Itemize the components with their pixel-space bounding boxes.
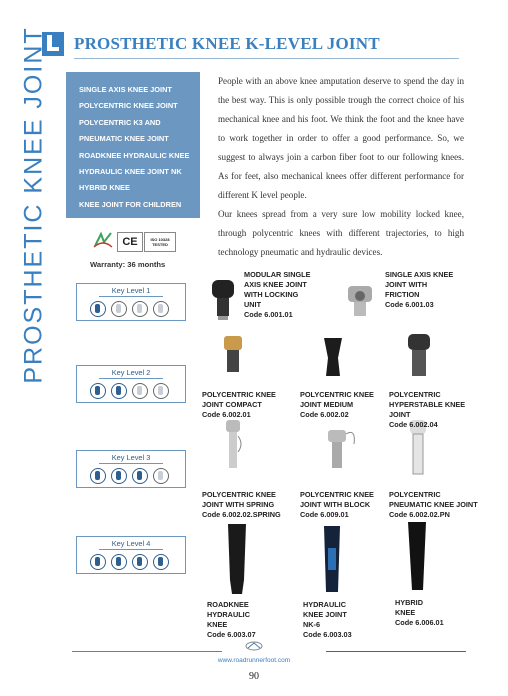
page-title: PROSTHETIC KNEE K-LEVEL JOINT [74, 34, 380, 53]
walker-icon [132, 383, 148, 399]
walker-icon [90, 468, 106, 484]
menu-item: POLYCENTRIC KNEE JOINT [79, 101, 178, 111]
menu-item: HYDRAULIC KNEE JOINT NK [79, 166, 182, 176]
activity-icons [90, 301, 174, 322]
walker-icon [111, 383, 127, 399]
knee-joint-image [218, 416, 248, 474]
key-level-label: Key Level 3 [111, 453, 151, 462]
intro-paragraph: Our knees spread from a very sure low mobility locked knee, through polycentric knees with different trajectories, to high technology pneumatic and hydraulic devices. [218, 209, 464, 257]
intro-paragraph: People with an above knee amputation deserve to spend the day in the best way. This is only possible trough the correct choice of his mechanical knee and his foot. We think the foot and the knee have to work together in order to offer a good performance. So, we suggest to always join a carbon fiber foot to our following knees. As for feet, also mechanical knees offer different performance for different K level people. [218, 76, 464, 200]
knee-joint-image [402, 518, 432, 598]
walker-icon [111, 554, 127, 570]
quality-mark-icon [92, 230, 114, 250]
iso-badge: ISO 10328 TESTED [144, 232, 176, 252]
knee-joint-image [206, 276, 242, 320]
key-level-label: Key Level 4 [111, 539, 151, 548]
activity-icons [90, 554, 174, 575]
product-item: SINGLE AXIS KNEE JOINT WITH FRICTION Code 6.001.03 [385, 270, 454, 309]
vertical-section-label: PROSTHETIC KNEE JOINT [19, 26, 48, 384]
knee-joint-image [402, 330, 436, 380]
intro-text [218, 72, 464, 262]
key-level-3 [76, 450, 186, 488]
product-item: POLYCENTRIC HYPERSTABLE KNEE JOINT Code 6.002.04 [389, 390, 466, 429]
website-link[interactable]: www.roadrunnerfoot.com [217, 657, 291, 664]
menu-item: POLYCENTRIC K3 AND [79, 117, 161, 127]
product-item: HYDRAULIC KNEE JOINT NK-6 Code 6.003.03 [303, 600, 352, 639]
product-item: ROADKNEE HYDRAULIC KNEE Code 6.003.07 [207, 600, 256, 639]
walker-icon [153, 383, 169, 399]
knee-joint-image [218, 332, 248, 376]
knee-joint-image [318, 334, 348, 380]
ce-mark: CE [117, 232, 143, 252]
walker-icon [90, 383, 106, 399]
menu-item: ROADKNEE HYDRAULIC KNEE [79, 150, 190, 160]
walker-icon [90, 301, 106, 317]
walker-icon [132, 301, 148, 317]
menu-item: SINGLE AXIS KNEE JOINT [79, 85, 172, 94]
knee-type-menu [66, 72, 200, 218]
product-item: POLYCENTRIC PNEUMATIC KNEE JOINT Code 6.002.02.PN [389, 490, 478, 519]
footer-divider-right [326, 651, 466, 652]
menu-item: PNEUMATIC KNEE JOINT [79, 134, 169, 144]
walker-icon [111, 301, 127, 317]
product-item: POLYCENTRIC KNEE JOINT WITH BLOCK Code 6.009.01 [300, 490, 374, 519]
walker-icon [153, 554, 169, 570]
product-item: HYBRID KNEE Code 6.006.01 [395, 598, 444, 627]
warranty-text: Warranty: 36 months [90, 260, 166, 269]
page-number: 90 [249, 671, 259, 682]
walker-icon [90, 554, 106, 570]
walker-icon [153, 468, 169, 484]
walker-icon [111, 468, 127, 484]
activity-icons [90, 383, 174, 404]
product-item: POLYCENTRIC KNEE JOINT WITH SPRING Code 6.002.02.SPRING [202, 490, 281, 519]
knee-joint-image [340, 280, 380, 320]
walker-icon [153, 301, 169, 317]
key-level-label: Key Level 2 [111, 368, 151, 377]
key-level-1 [76, 283, 186, 321]
key-level-2 [76, 365, 186, 403]
product-item: POLYCENTRIC KNEE JOINT COMPACT Code 6.002.01 [202, 390, 276, 419]
walker-icon [132, 554, 148, 570]
product-item: POLYCENTRIC KNEE JOINT MEDIUM Code 6.002.02 [300, 390, 374, 419]
menu-item: HYBRID KNEE [79, 183, 130, 193]
key-level-4 [76, 536, 186, 574]
footer-logo-icon [244, 640, 264, 652]
walker-icon [132, 468, 148, 484]
knee-joint-image [318, 522, 346, 598]
activity-icons [90, 468, 174, 489]
menu-item: KNEE JOINT FOR CHILDREN [79, 199, 182, 209]
footer-divider-left [72, 651, 222, 652]
title-divider [74, 58, 459, 59]
product-item: MODULAR SINGLE AXIS KNEE JOINT WITH LOCKING UNIT Code 6.001.01 [244, 270, 311, 319]
knee-joint-image [222, 520, 252, 598]
key-level-label: Key Level 1 [111, 286, 151, 295]
knee-joint-image [316, 424, 358, 474]
